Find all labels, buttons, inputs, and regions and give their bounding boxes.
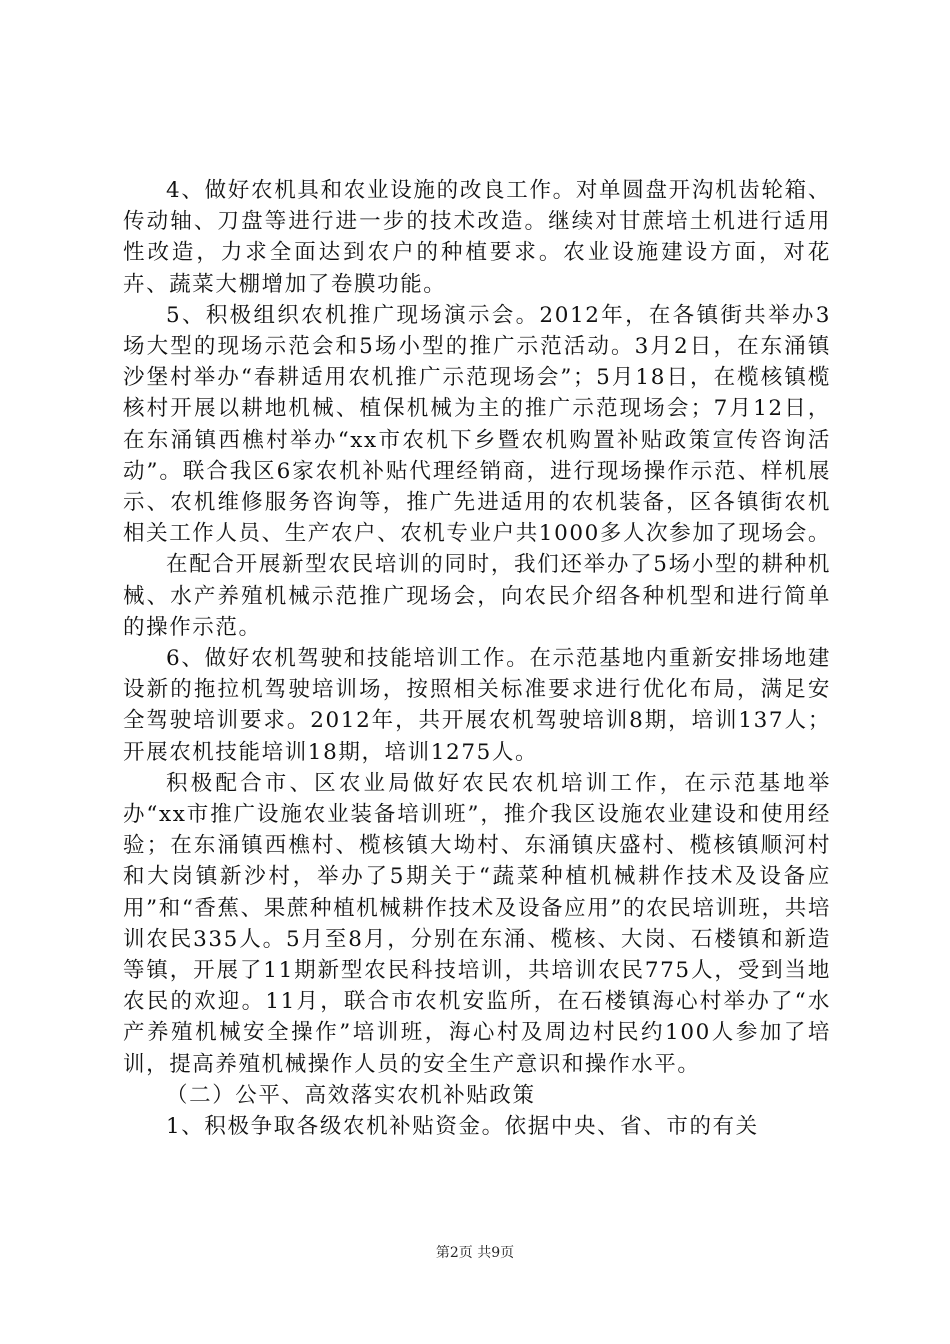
paragraph-promotion-demonstration: 5、积极组织农机推广现场演示会。2012年，在各镇街共举办3场大型的现场示范会和5场小型的推广示范活动。3月2日，在东涌镇沙堡村举办“春耕适用农机推广示范现场会”；5月18日，在榄核镇榄核村开展以耕地机械、植保机械为主的推广示范现场会；7月12日，在东涌镇西樵村举办“xx市农机下乡暨农机购置补贴政策宣传咨询活动”。联合我区6家农机补贴代理经销商，进行现场操作示范、样机展示、农机维修服务咨询等，推广先进适用的农机装备，区各镇街农机相关工作人员、生产农户、农机专业户共1000多人次参加了现场会。	[123, 302, 831, 547]
document-body	[123, 175, 831, 1142]
section-heading-subsidy-policy: （二）公平、高效落实农机补贴政策	[166, 1082, 536, 1108]
paragraph-machinery-improvement: 4、做好农机具和农业设施的改良工作。对单圆盘开沟机齿轮箱、传动轴、刀盘等进行进一步的技术改造。继续对甘蔗培土机进行适用性改造，力求全面达到农户的种植要求。农业设施建设方面，对花卉、蔬菜大棚增加了卷膜功能。	[123, 178, 831, 297]
paragraph-subsidy-funds: 1、积极争取各级农机补贴资金。依据中央、省、市的有关	[166, 1114, 759, 1140]
paragraph-farmer-machinery-training: 积极配合市、区农业局做好农民农机培训工作，在示范基地举办“xx市推广设施农业装备培训班”，推介我区设施农业建设和使用经验；在东涌镇西樵村、榄核镇大坳村、东涌镇庆盛村、榄核镇顺河村和大岗镇新沙村，举办了5期关于“蔬菜种植机械耕作技术及设备应用”和“香蕉、果蔗种植机械耕作技术及设备应用”的农民培训班，共培训农民335人。5月至8月，分别在东涌、榄核、大岗、石楼镇和新造等镇，开展了11期新型农民科技培训，共培训农民775人，受到当地农民的欢迎。11月，联合市农机安监所，在石楼镇海心村举办了“水产养殖机械安全操作”培训班，海心村及周边村民约100人参加了培训，提高养殖机械操作人员的安全生产意识和操作水平。	[123, 770, 831, 1077]
page-number-footer: 第2页 共9页	[435, 1245, 515, 1261]
paragraph-farmer-training-demo: 在配合开展新型农民培训的同时，我们还举办了5场小型的耕种机械、水产养殖机械示范推广现场会，向农民介绍各种机型和进行简单的操作示范。	[123, 552, 831, 640]
paragraph-driving-skill-training: 6、做好农机驾驶和技能培训工作。在示范基地内重新安排场地建设新的拖拉机驾驶培训场，按照相关标准要求进行优化布局，满足安全驾驶培训要求。2012年，共开展农机驾驶培训8期，培训137人；开展农机技能培训18期，培训1275人。	[123, 646, 831, 765]
